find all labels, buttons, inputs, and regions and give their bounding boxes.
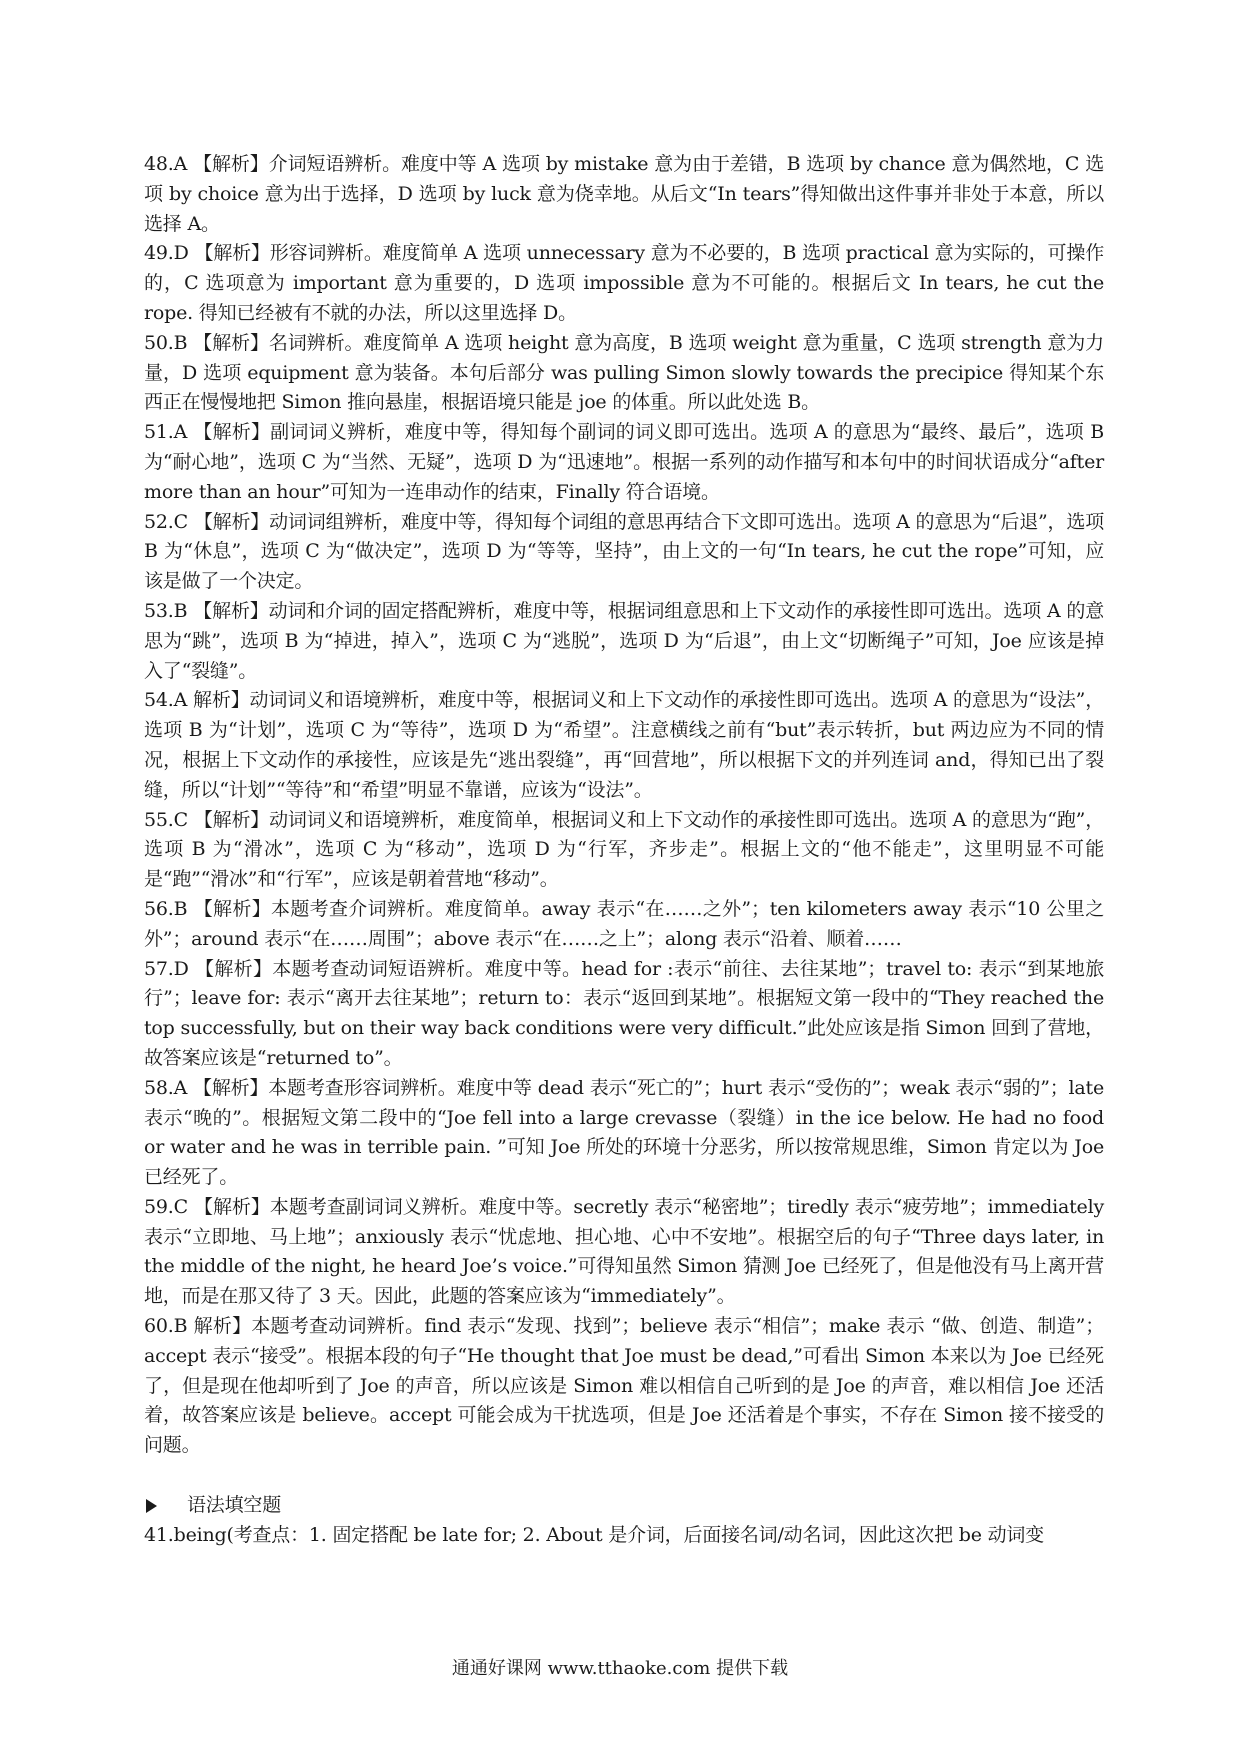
section-title: 语法填空题 <box>187 1493 282 1516</box>
arrow-bullet-icon <box>146 1499 157 1513</box>
explanation-51: 51.A 【解析】副词词义辨析，难度中等，得知每个副词的词义即可选出。选项 A 的意思为“最终、最后”，选项 B 为“耐心地”，选项 C 为“当然、无疑”，选项 D 为“迅速地”。根据一系列的动作描写和本句中的时间状语成分“after more than an hour”可知为一连串动作的结束，Finally 符合语境。 <box>144 421 1104 503</box>
explanation-54: 54.A 解析】动词词义和语境辨析，难度中等，根据词义和上下文动作的承接性即可选出。选项 A 的意思为“设法”，选项 B 为“计划”，选项 C 为“等待”，选项 D 为“希望”。注意横线之前有“but”表示转折，but 两边应为不同的情况，根据上下文动作的承接性，应该是先“逃出裂缝”，再“回营地”，所以根据下文的并列连词 and，得知已出了裂缝，所以“计划”“等待”和“希望”明显不靠谱，应该为“设法”。 <box>144 689 1104 801</box>
explanation-59: 59.C 【解析】本题考查副词词义辨析。难度中等。secretly 表示“秘密地”；tiredly 表示“疲劳地”；immediately 表示“立即地、马上地”；anxiously 表示“忧虑地、担心地、心中不安地”。根据空后的句子“Three days later, in the middle of the night, he heard Joe’s voice.”可得知虽然 Simon 猜测 Joe 已经死了，但是他没有马上离开营地，而是在那又待了 3 天。因此，此题的答案应该为“immediately”。 <box>144 1195 1104 1308</box>
section-heading <box>144 1491 1104 1521</box>
page-footer: 通通好课网 www.tthaoke.com 提供下载 <box>451 1658 789 1679</box>
answer-explanations <box>144 150 1104 1550</box>
explanation-50: 50.B 【解析】名词辨析。难度简单 A 选项 height 意为高度，B 选项 weight 意为重量，C 选项 strength 意为力量，D 选项 equipment 意为装备。本句后部分 was pulling Simon slowly towards the precipice 得知某个东西正在慢慢地把 Simon 推向悬崖，根据语境只能是 joe 的体重。所以此处选 B。 <box>144 331 1104 414</box>
explanation-52: 52.C 【解析】动词词组辨析，难度中等，得知每个词组的意思再结合下文即可选出。选项 A 的意思为“后退”，选项 B 为“休息”，选项 C 为“做决定”，选项 D 为“等等，坚持”，由上文的一句“In tears, he cut the rope”可知，应该是做了一个决定。 <box>144 510 1104 593</box>
explanation-60: 60.B 解析】本题考查动词辨析。find 表示“发现、找到”；believe 表示“相信”；make 表示 “做、创造、制造”；accept 表示“接受”。根据本段的句子“He thought that Joe must be dead,”可看出 Simon 本来以为 Joe 已经死了，但是现在他却听到了 Joe 的声音，所以应该是 Simon 难以相信自己听到的是 Joe 的声音，难以相信 Joe 还活着，故答案应该是 believe。accept 可能会成为干扰选项，但是 Joe 还活着是个事实，不存在 Simon 接不接受的问题。 <box>144 1315 1104 1457</box>
explanation-41-start: 41.being(考查点：1. 固定搭配 be late for; 2. About 是介词，后面接名词/动名词，因此这次把 be 动词变 <box>144 1523 1044 1546</box>
explanation-49: 49.D 【解析】形容词辨析。难度简单 A 选项 unnecessary 意为不必要的，B 选项 practical 意为实际的，可操作的，C 选项意为 important 意为重要的，D 选项 impossible 意为不可能的。根据后文 In tears, he cut the rope. 得知已经被有不就的办法，所以这里选择 D。 <box>144 242 1104 324</box>
spacer <box>144 1461 1104 1491</box>
explanation-55: 55.C 【解析】动词词义和语境辨析，难度简单，根据词义和上下文动作的承接性即可选出。选项 A 的意思为“跑”，选项 B 为“滑冰”，选项 C 为“移动”，选项 D 为“行军，齐步走”。根据上文的“他不能走”，这里明显不可能是“跑”“滑冰”和“行军”，应该是朝着营地“移动”。 <box>144 808 1104 891</box>
explanation-58: 58.A 【解析】本题考查形容词辨析。难度中等 dead 表示“死亡的”；hurt 表示“受伤的”；weak 表示“弱的”；late 表示“晚的”。根据短文第二段中的“Joe fell into a large crevasse（裂缝）in the ice below. He had no food or water and he was in terrible pain. ”可知 Joe 所处的环境十分恶劣，所以按常规思维，Simon 肯定以为 Joe 已经死了。 <box>144 1076 1104 1189</box>
explanation-57: 57.D 【解析】本题考查动词短语辨析。难度中等。head for :表示“前往、去往某地”；travel to: 表示“到某地旅行”；leave for: 表示“离开去往某地”；return to：表示“返回到某地”。根据短文第一段中的“They reached the top successfully, but on their way back conditions were very difficult.”此处应该是指 Simon 回到了营地，故答案应该是“returned to”。 <box>144 957 1104 1069</box>
explanation-53: 53.B 【解析】动词和介词的固定搭配辨析，难度中等，根据词组意思和上下文动作的承接性即可选出。选项 A 的意思为“跳”，选项 B 为“掉进，掉入”，选项 C 为“逃脱”，选项 D 为“后退”，由上文“切断绳子”可知，Joe 应该是掉入了“裂缝”。 <box>144 599 1104 682</box>
explanation-48: 48.A 【解析】介词短语辨析。难度中等 A 选项 by mistake 意为由于差错，B 选项 by chance 意为偶然地，C 选项 by choice 意为出于选择，D 选项 by luck 意为侥幸地。从后文“In tears”得知做出这件事并非处于本意，所以选择 A。 <box>144 153 1104 235</box>
explanation-56: 56.B 【解析】本题考查介词辨析。难度简单。away 表示“在……之外”；ten kilometers away 表示“10 公里之外”；around 表示“在……周围”；above 表示“在……之上”；along 表示“沿着、顺着…… <box>144 897 1104 950</box>
